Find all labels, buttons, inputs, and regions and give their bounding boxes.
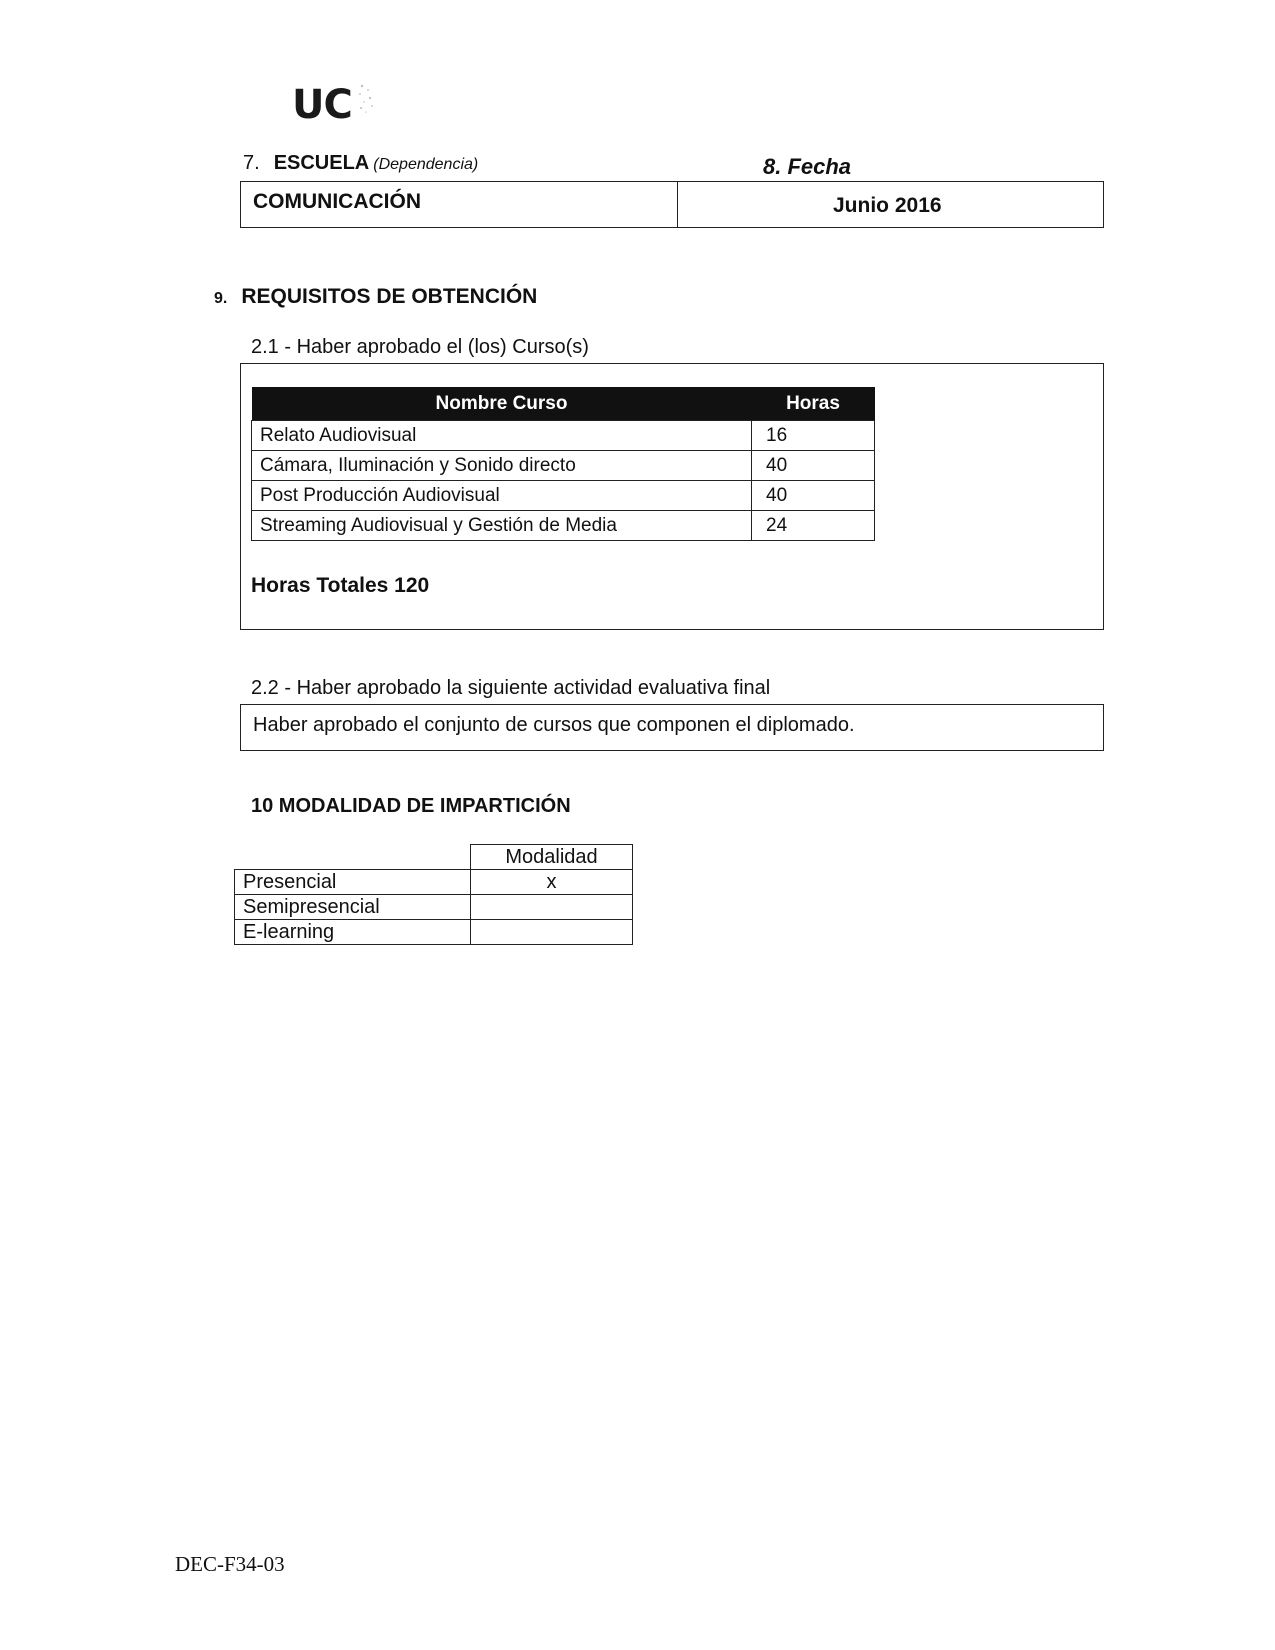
section-9-title: REQUISITOS DE OBTENCIÓN <box>241 285 538 308</box>
section-7-number: 7. <box>243 152 260 174</box>
school-date-box <box>240 181 1104 228</box>
course-name: Relato Audiovisual <box>252 421 752 451</box>
section-7-sublabel: (Dependencia) <box>373 156 479 173</box>
modality-column-header: Modalidad <box>471 845 633 870</box>
course-name: Post Producción Audiovisual <box>252 481 752 511</box>
course-name: Cámara, Iluminación y Sonido directo <box>252 451 752 481</box>
modality-table <box>234 844 633 945</box>
table-row <box>235 870 633 895</box>
section-8-heading: 8. Fecha <box>763 154 852 179</box>
document-code: DEC-F34-03 <box>175 1552 285 1576</box>
section-9-heading <box>214 285 537 309</box>
modality-value <box>471 895 633 920</box>
section-9-number: 9. <box>214 290 228 307</box>
course-hours: 40 <box>752 451 875 481</box>
courses-table <box>251 387 875 541</box>
modality-label: Semipresencial <box>235 895 471 920</box>
total-hours: Horas Totales 120 <box>251 574 430 597</box>
table-row <box>235 920 633 945</box>
modality-label: Presencial <box>235 870 471 895</box>
subsection-2-1: 2.1 - Haber aprobado el (los) Curso(s) <box>251 336 589 358</box>
modality-value <box>471 920 633 945</box>
final-activity-box: Haber aprobado el conjunto de cursos que componen el diplomado. <box>240 704 1104 751</box>
course-name-header: Nombre Curso <box>252 387 752 421</box>
course-hours: 40 <box>752 481 875 511</box>
table-row <box>252 481 875 511</box>
section-7-label: ESCUELA <box>273 152 370 174</box>
logo-mark-icon <box>352 80 380 114</box>
date-value: Junio 2016 <box>833 194 942 217</box>
modality-value: x <box>471 870 633 895</box>
section-10-heading: 10 MODALIDAD DE IMPARTICIÓN <box>251 795 571 817</box>
modality-label: E-learning <box>235 920 471 945</box>
table-row <box>235 895 633 920</box>
course-hours: 16 <box>752 421 875 451</box>
course-name: Streaming Audiovisual y Gestión de Media <box>252 511 752 541</box>
table-row <box>252 451 875 481</box>
subsection-2-2: 2.2 - Haber aprobado la siguiente actividad evaluativa final <box>251 677 771 699</box>
school-value: COMUNICACIÓN <box>241 182 678 227</box>
table-row <box>252 511 875 541</box>
table-row <box>252 421 875 451</box>
course-hours-header: Horas <box>752 387 875 421</box>
course-hours: 24 <box>752 511 875 541</box>
section-7-heading <box>243 152 478 175</box>
uc-logo: UC <box>292 82 352 128</box>
